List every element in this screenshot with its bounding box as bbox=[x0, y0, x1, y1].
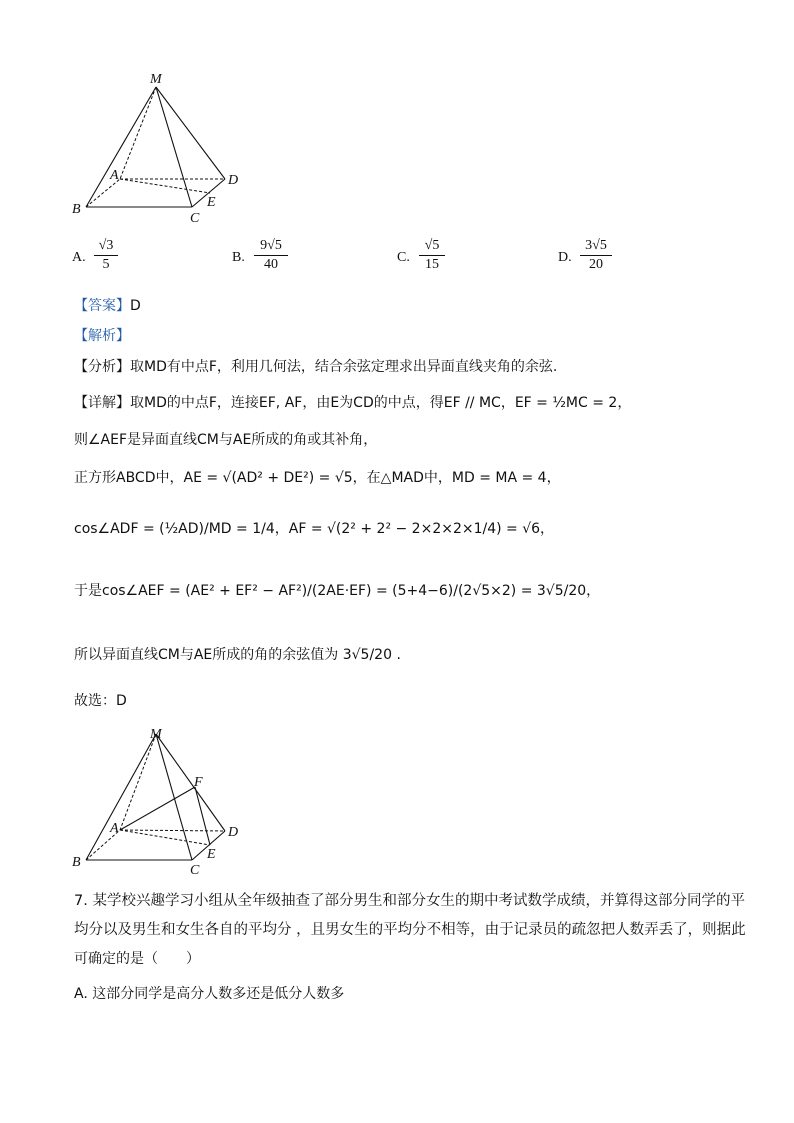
label-D: D bbox=[228, 825, 239, 840]
question7-line-2: 均分以及男生和女生各自的平均分 ，且男女生的平均分不相等，由于记录员的疏忽把人数弄丢了，则据此 bbox=[74, 922, 746, 938]
question7-line-3: 可确定的是（ ） bbox=[74, 951, 200, 967]
detail-line-3: 正方形ABCD中，AE = √(AD² + DE²) = √5，在△MAD中，MD = MA = 4， bbox=[74, 470, 561, 486]
label-F: F bbox=[194, 775, 203, 790]
label-A: A bbox=[110, 821, 119, 836]
pyramid-figure-2 bbox=[60, 720, 260, 880]
question7-line-1: 7. 某学校兴趣学习小组从全年级抽查了部分男生和部分女生的期中考试数学成绩，并算得这部分同学的平 bbox=[74, 893, 745, 909]
label-C: C bbox=[190, 211, 200, 226]
detail-line-6: 所以异面直线CM与AE所成的角的余弦值为 3√5/20 . bbox=[74, 647, 401, 663]
detail-line-5: 于是cos∠AEF = (AE² + EF² − AF²)/(2AE·EF) = (5+4−6)/(2√5×2) = 3√5/20， bbox=[74, 583, 601, 599]
answer-line: 【答案】D bbox=[74, 298, 141, 314]
label-B: B bbox=[72, 855, 81, 870]
fenxi-line: 【分析】取MD有中点F，利用几何法，结合余弦定理求出异面直线夹角的余弦. bbox=[74, 359, 558, 375]
label-M: M bbox=[150, 72, 162, 87]
label-C: C bbox=[190, 863, 200, 878]
label-A: A bbox=[110, 168, 119, 183]
question7-option-A[interactable]: A. 这部分同学是高分人数多还是低分人数多 bbox=[74, 986, 345, 1002]
label-E: E bbox=[207, 195, 216, 210]
label-M: M bbox=[150, 727, 162, 742]
detail-line-4: cos∠ADF = (½AD)/MD = 1/4，AF = √(2² + 2² − 2×2×2×1/4) = √6， bbox=[74, 521, 555, 537]
label-D: D bbox=[228, 173, 239, 188]
label-E: E bbox=[207, 847, 216, 862]
detail-line-1: 【详解】取MD的中点F，连接EF, AF，由E为CD的中点，得EF // MC，EF = ½MC = 2， bbox=[74, 395, 632, 411]
analysis-title: 【解析】 bbox=[74, 328, 130, 344]
pyramid-figure-1 bbox=[60, 66, 260, 226]
detail-line-7: 故选：D bbox=[74, 693, 127, 709]
label-B: B bbox=[72, 202, 81, 217]
detail-line-2: 则∠AEF是异面直线CM与AE所成的角或其补角， bbox=[74, 432, 378, 448]
